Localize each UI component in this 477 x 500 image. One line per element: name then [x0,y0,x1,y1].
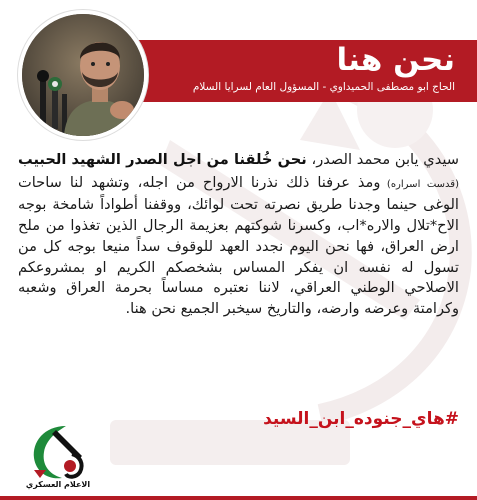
bottom-divider [0,496,477,500]
statement-text [18,150,459,320]
sword-crescent-emblem-icon [26,420,90,484]
header-title: نحن هنا [336,42,455,78]
statement-honorific: (قدست اسراره) [380,178,459,190]
header-subtitle: الحاج ابو مصطفى الحميداوي - المسؤول العام لسرايا السلام [192,81,455,93]
speaker-photo [18,10,148,140]
statement-opening: سيدي يابن محمد الصدر، [306,151,460,168]
statement-body: ومذ عرفنا ذلك نذرنا الارواح من اجله، وتشهد لنا ساحات الوغى حينما وجدنا طريق نصرته تحت لوائك، ووقفنا أطواداً شامخة بوجه الاح*تلال والاره*اب، وكسرنا شوكتهم بعزيمة الرجال الذين تغذوا من ملح ارض العراق، فها نحن اليوم نجدد العهد للوقوف سداً منيعا بوجه كل من تسول له نفسه ان يفكر المساس بشخصكم الكريم او بمشروعكم الاصلاحي الوطني العراقي، لاننا نعتبره مساساً بحرمة العراق وشعبه وكرامتة وعرضه وارضه، والتاريخ سيخبر الجميع نحن هنا. [18,173,459,317]
logo-caption: الاعلام العسكري [25,480,91,489]
hashtag[interactable]: #هاي_جنوده_ابن_السيد [263,409,459,429]
statement-emphasis: نحن خُلقنا من اجل الصدر الشهيد الحبيب [18,151,307,168]
person-portrait-icon [22,14,144,136]
